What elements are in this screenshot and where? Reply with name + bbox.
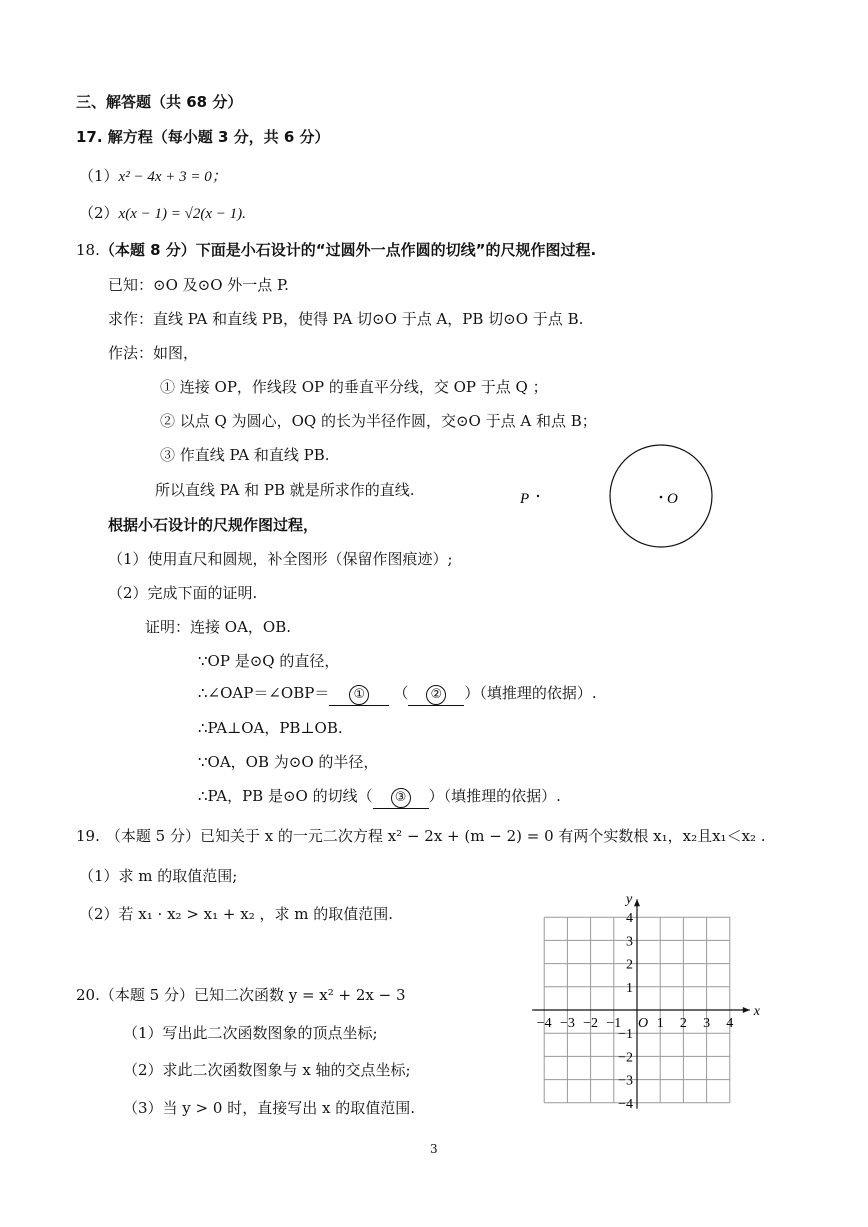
blank-1[interactable]: [329, 683, 389, 706]
y-tick-label: −4: [618, 1096, 633, 1112]
q17-part1-equation: x² − 4x + 3 = 0；: [118, 169, 227, 185]
x-axis-arrow: [743, 1007, 750, 1013]
section-title: 三、解答题（共 68 分）: [76, 93, 243, 111]
q17-part2-equation: x(x − 1) = √2(x − 1).: [118, 206, 246, 222]
q18-number: 18.: [76, 241, 100, 259]
q18-instruction: 根据小石设计的尺规作图过程，: [108, 516, 319, 534]
q20-number: 20.: [76, 986, 100, 1004]
proof2-text-b: （: [393, 684, 409, 702]
q18-step1: ① 连接 OP，作线段 OP 的垂直平分线，交 OP 于点 Q ；: [160, 378, 548, 396]
q18-part1: （1）使用直尺和圆规，补全图形（保留作图痕迹）;: [108, 550, 453, 568]
q20-part2: （2）求此二次函数图象与 x 轴的交点坐标;: [123, 1061, 411, 1079]
q19-number: 19.: [76, 827, 100, 845]
q18-title: （本题 8 分）下面是小石设计的“过圆外一点作圆的切线”的尺规作图过程.: [99, 241, 597, 259]
q18-figure: [510, 440, 730, 560]
x-tick-label: 1: [656, 1016, 664, 1031]
x-tick-label: −3: [559, 1016, 575, 1031]
q19-part1: （1）求 m 的取值范围;: [79, 867, 238, 885]
q18-proof-intro: 证明：连接 OA，OB.: [145, 618, 291, 636]
q18-proof-line4: ∵OA，OB 为⊙O 的半径，: [198, 753, 379, 771]
q19-header: [76, 826, 766, 846]
proof2-text-c: ）（填推理的依据）.: [464, 684, 597, 702]
q17-part2-label: （2）: [79, 204, 119, 222]
q18-part2: （2）完成下面的证明.: [108, 584, 258, 602]
q18-method: 作法：如图，: [108, 344, 199, 362]
blank-2-marker: ②: [426, 685, 446, 705]
q18-given: 已知：⊙O 及⊙O 外一点 P.: [108, 276, 289, 294]
blank-3-marker: ③: [391, 788, 411, 808]
q19-title: （本题 5 分）已知关于 x 的一元二次方程 x² − 2x + (m − 2) = 0 有两个实数根 x₁，x₂且x₁＜x₂ .: [105, 827, 766, 845]
proof5-text-b: ）（填推理的依据）.: [428, 787, 561, 805]
x-tick-label: −4: [536, 1016, 552, 1031]
proof2-text-a: ∴∠OAP＝∠OBP＝: [198, 684, 330, 702]
x-axis-label: x: [753, 1004, 761, 1019]
x-tick-label: −1: [606, 1016, 622, 1031]
figure-center-o: [660, 496, 663, 499]
q18-proof-line3: ∴PA⊥OA，PB⊥OB.: [198, 719, 343, 737]
x-tick-label: −2: [583, 1016, 599, 1031]
q18-required: 求作：直线 PA 和直线 PB，使得 PA 切⊙O 于点 A，PB 切⊙O 于点 B.: [108, 310, 584, 328]
q18-conclusion: 所以直线 PA 和 PB 就是所求作的直线.: [155, 481, 415, 499]
y-tick-label: 2: [626, 957, 633, 973]
q20-part1: （1）写出此二次函数图象的顶点坐标;: [123, 1024, 378, 1042]
y-tick-label: −3: [618, 1073, 633, 1089]
q17-part1: [79, 166, 227, 187]
q17-header: 17. 解方程（每小题 3 分，共 6 分）: [76, 128, 330, 146]
y-axis-label: y: [626, 892, 633, 908]
x-tick-label: 4: [726, 1016, 734, 1031]
y-tick-label: −2: [618, 1050, 633, 1066]
coordinate-grid: [536, 890, 780, 1120]
blank-3[interactable]: [373, 786, 429, 809]
q17-part2: [79, 203, 246, 224]
q18-proof-line1: ∵OP 是⊙Q 的直径，: [198, 652, 340, 670]
y-tick-label: 4: [626, 911, 633, 927]
q19-part2: （2）若 x₁ · x₂ > x₁ + x₂ ，求 m 的取值范围.: [79, 905, 394, 923]
q18-proof-line5: [198, 786, 561, 809]
x-tick-label: 3: [703, 1016, 711, 1031]
blank-1-marker: ①: [349, 685, 369, 705]
q20-header: [76, 985, 406, 1005]
y-axis-arrow: [634, 899, 640, 906]
blank-2[interactable]: [408, 683, 464, 706]
q18-step3: ③ 作直线 PA 和直线 PB.: [160, 446, 330, 464]
y-tick-label: −1: [618, 1027, 633, 1043]
q17-part1-label: （1）: [79, 167, 119, 185]
figure-center-o-label: O: [667, 491, 678, 507]
y-tick-label: 3: [626, 934, 633, 950]
q20-title: （本题 5 分）已知二次函数 y = x² + 2x − 3: [99, 986, 406, 1004]
x-tick-label: 2: [679, 1016, 687, 1031]
q18-proof-line2: [198, 683, 597, 706]
origin-label: O: [638, 1016, 649, 1031]
q18-header: [76, 240, 596, 260]
y-tick-label: 1: [626, 980, 633, 996]
proof5-text-a: ∴PA，PB 是⊙O 的切线（: [198, 787, 373, 805]
q18-step2: ② 以点 Q 为圆心，OQ 的长为半径作圆，交⊙O 于点 A 和点 B；: [160, 412, 597, 430]
figure-point-p: [537, 495, 539, 497]
figure-point-p-label: P: [520, 491, 530, 507]
page-number: 3: [430, 1142, 438, 1156]
q20-part3: （3）当 y > 0 时，直接写出 x 的取值范围.: [123, 1099, 415, 1117]
